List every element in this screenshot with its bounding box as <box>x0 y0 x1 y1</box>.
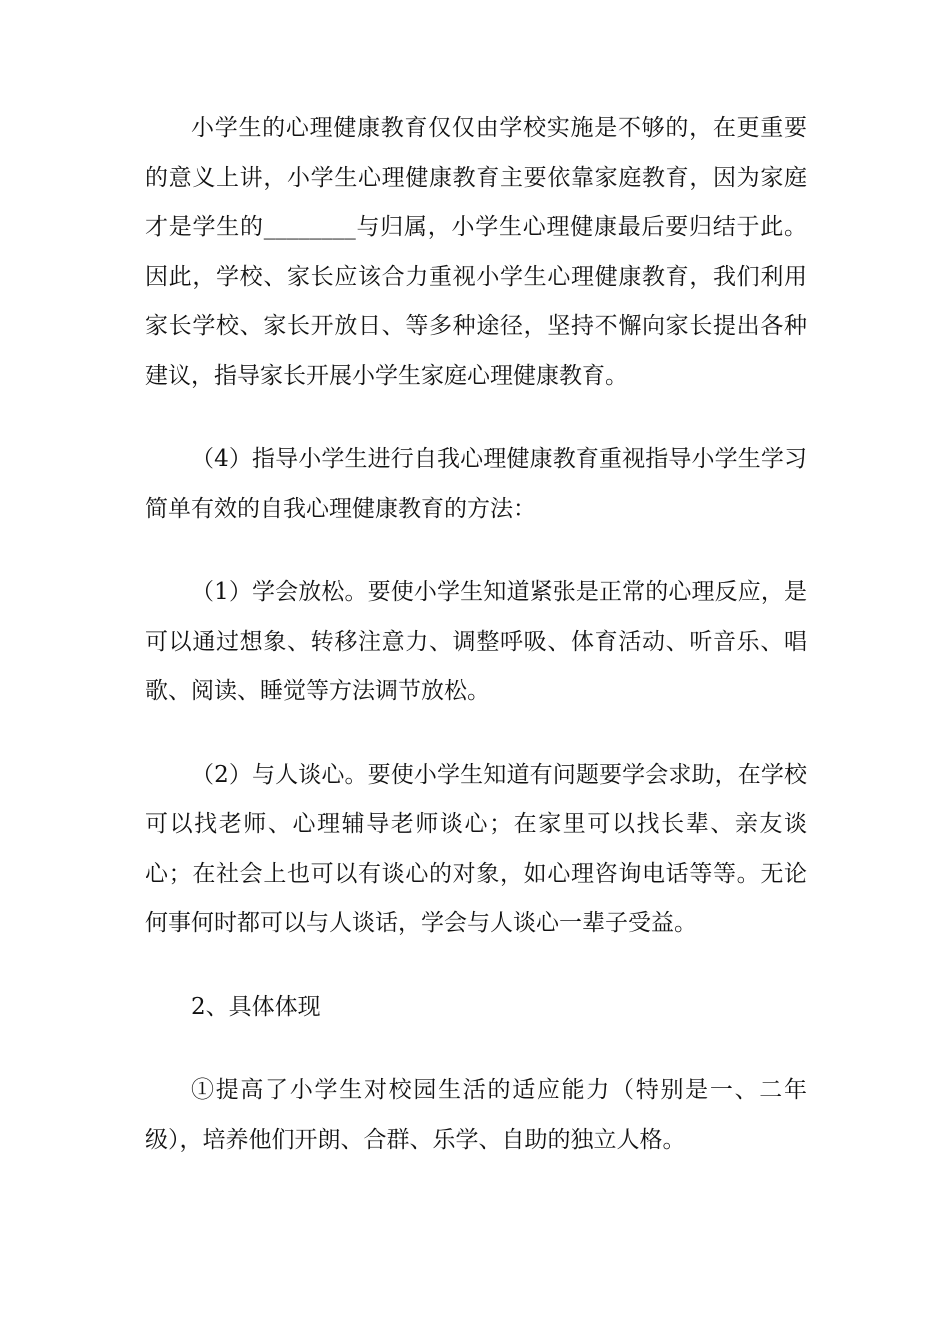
document-body <box>145 104 807 1199</box>
paragraph-talking: （2）与人谈心。要使小学生知道有问题要学会求助，在学校可以找老师、心理辅导老师谈心；在家里可以找长辈、亲友谈心；在社会上也可以有谈心的对象，如心理咨询电话等等。无论何事何时都可以与人谈话，学会与人谈心一辈子受益。 <box>145 761 807 936</box>
paragraph-self-guidance: （4）指导小学生进行自我心理健康教育重视指导小学生学习简单有效的自我心理健康教育的方法： <box>145 446 807 522</box>
paragraph-family-education: 小学生的心理健康教育仅仅由学校实施是不够的，在更重要的意义上讲，小学生心理健康教育主要依靠家庭教育，因为家庭才是学生的________与归属，小学生心理健康最后要归结于此。因此，学校、家长应该合力重视小学生心理健康教育，我们利用家长学校、家长开放日、等多种途径，坚持不懈向家长提出各种建议，指导家长开展小学生家庭心理健康教育。 <box>145 115 807 389</box>
paragraph-adaptation: ①提高了小学生对校园生活的适应能力（特别是一、二年级），培养他们开朗、合群、乐学、自助的独立人格。 <box>145 1077 807 1153</box>
paragraph-relaxation: （1）学会放松。要使小学生知道紧张是正常的心理反应，是可以通过想象、转移注意力、调整呼吸、体育活动、听音乐、唱歌、阅读、睡觉等方法调节放松。 <box>145 579 807 704</box>
section-heading: 2、具体体现 <box>191 993 321 1020</box>
